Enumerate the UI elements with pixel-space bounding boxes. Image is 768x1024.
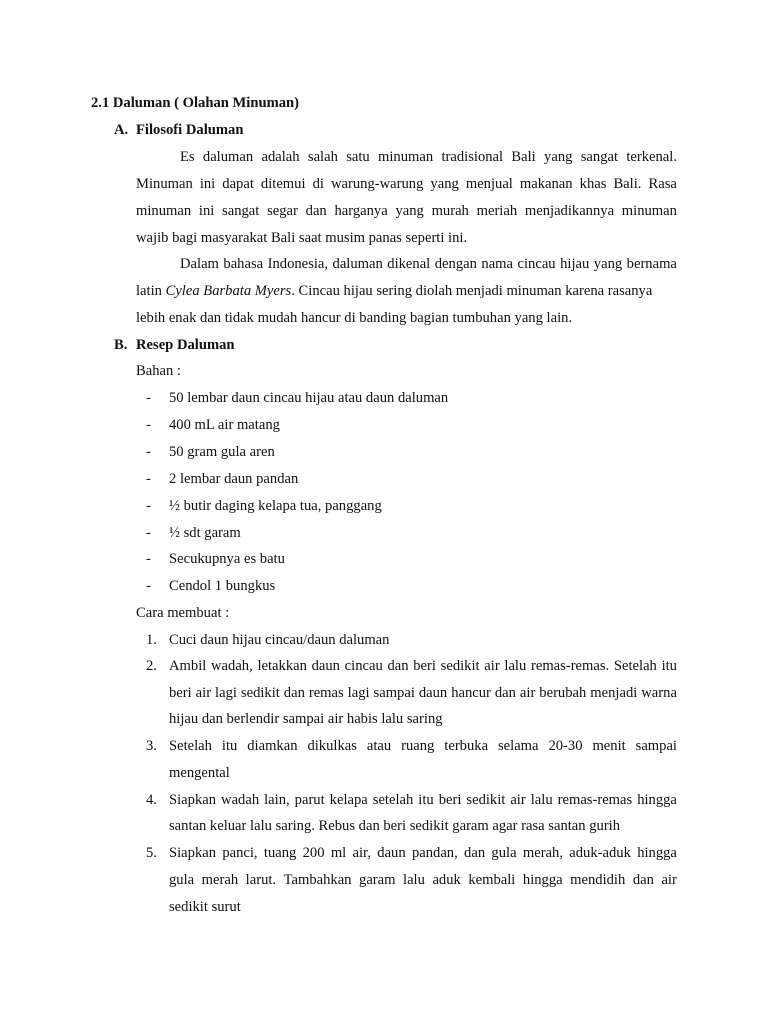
word: daun xyxy=(418,685,448,701)
word: lain, xyxy=(264,792,290,808)
word: menjual xyxy=(465,176,513,192)
bahan-item: Cendol 1 bungkus xyxy=(169,578,276,594)
word: hingga xyxy=(637,792,677,808)
word: hingga xyxy=(522,872,563,888)
para2-latin-suffix: . Cincau hijau sering diolah menjadi minuman karena rasanya xyxy=(291,283,653,299)
bahan-item: Secukupnya es batu xyxy=(169,551,285,567)
word: dengan xyxy=(434,256,477,272)
bahan-label: Bahan : xyxy=(136,363,181,379)
word: dan xyxy=(305,203,327,219)
subheading-a-marker: A. xyxy=(114,122,129,138)
word: sampai xyxy=(635,738,677,754)
para2-line-2 xyxy=(136,282,677,300)
step-line xyxy=(169,657,677,675)
word: itu xyxy=(221,738,238,754)
word: warung-warung xyxy=(330,176,424,192)
step-line: sedikit surut xyxy=(169,899,241,915)
word: gula xyxy=(169,872,195,888)
word: beri xyxy=(169,685,192,701)
word: menjadikannya xyxy=(524,203,615,219)
word: sedikit xyxy=(440,658,480,674)
word: bahasa xyxy=(223,256,264,272)
word: daun xyxy=(377,845,406,861)
word: terkenal. xyxy=(626,149,677,165)
word: hijau xyxy=(560,256,590,272)
word: yang xyxy=(395,203,424,219)
word: salah xyxy=(307,149,338,165)
word: dan xyxy=(387,658,409,674)
word: yang xyxy=(593,256,623,272)
step-number: 4. xyxy=(146,792,157,808)
word: merah, xyxy=(522,845,563,861)
word: dapat xyxy=(222,176,254,192)
para2-line-3: lebih enak dan tidak mudah hancur di banding bagian tumbuhan yang lain. xyxy=(136,310,573,326)
word: berubah xyxy=(539,685,587,701)
para2-line-1 xyxy=(180,255,677,273)
word: daun xyxy=(311,658,340,674)
word: remas-remas xyxy=(557,792,633,808)
word: ruang xyxy=(401,738,435,754)
word: murah xyxy=(431,203,469,219)
word: lalu xyxy=(530,792,553,808)
word: sangat xyxy=(580,149,619,165)
section-title: 2.1 Daluman ( Olahan Minuman) xyxy=(91,95,299,111)
word: Setelah xyxy=(613,658,657,674)
word: Dalam xyxy=(180,256,219,272)
word: ml xyxy=(330,845,347,861)
word: daluman xyxy=(332,256,383,272)
word: yang xyxy=(430,176,459,192)
word: kembali xyxy=(468,872,516,888)
subheading-b-marker: B. xyxy=(114,337,128,353)
word: Siapkan xyxy=(169,792,217,808)
word: lalu xyxy=(403,872,425,888)
word: beri xyxy=(413,658,436,674)
word: gula xyxy=(491,845,517,861)
word: pandan, xyxy=(411,845,458,861)
word: aduk xyxy=(432,872,461,888)
step-line xyxy=(169,871,677,889)
word: warna xyxy=(641,685,677,701)
word: Indonesia, xyxy=(267,256,329,272)
word: mendidih xyxy=(570,872,626,888)
word: di xyxy=(312,176,324,192)
word: adalah xyxy=(261,149,300,165)
bahan-item: ½ sdt garam xyxy=(169,525,241,541)
word: atau xyxy=(366,738,392,754)
para1-line-3 xyxy=(136,202,677,220)
word: cincau xyxy=(517,256,556,272)
word: Setelah xyxy=(169,738,212,754)
bahan-item: 50 lembar daun cincau hijau atau daun daluman xyxy=(169,390,449,406)
word: harganya xyxy=(334,203,388,219)
word: selama xyxy=(497,738,539,754)
word: bernama xyxy=(626,256,677,272)
word: lalu xyxy=(504,658,527,674)
bahan-bullet: - xyxy=(146,417,151,433)
word: menit xyxy=(592,738,626,754)
word: aduk-aduk xyxy=(569,845,631,861)
bahan-bullet: - xyxy=(146,551,151,567)
step-number: 5. xyxy=(146,845,157,861)
word: terbuka xyxy=(444,738,489,754)
word: dikenal xyxy=(387,256,431,272)
word: air xyxy=(519,685,536,701)
word: air xyxy=(195,685,212,701)
word: segar xyxy=(267,203,298,219)
word: dan xyxy=(494,685,516,701)
step-number: 2. xyxy=(146,658,157,674)
word: sampai xyxy=(373,685,415,701)
word: remas-remas. xyxy=(530,658,610,674)
bahan-bullet: - xyxy=(146,578,151,594)
para1-line-2 xyxy=(136,175,677,193)
word: remas xyxy=(308,685,344,701)
word: Rasa xyxy=(648,176,677,192)
word: garam xyxy=(359,872,396,888)
subheading-b-title: Resep Daluman xyxy=(136,337,235,353)
word: cincau xyxy=(344,658,383,674)
word: wadah, xyxy=(211,658,253,674)
word: air xyxy=(661,872,677,888)
word: air xyxy=(510,792,526,808)
word: yang xyxy=(544,149,573,165)
word: setelah xyxy=(372,792,414,808)
word: khas xyxy=(579,176,607,192)
bahan-item: ½ butir daging kelapa tua, panggang xyxy=(169,498,382,514)
word: itu xyxy=(661,658,677,674)
word: sedikit xyxy=(466,792,506,808)
word: larut. xyxy=(245,872,277,888)
word: minuman xyxy=(378,149,434,165)
step-line: santan keluar lalu saring. Rebus dan beri sedikit garam agar rasa santan gurih xyxy=(169,818,621,834)
bahan-bullet: - xyxy=(146,498,151,514)
para1-line-4: wajib bagi masyarakat Bali saat musim panas seperti ini. xyxy=(136,230,468,246)
word: parut xyxy=(294,792,325,808)
word: panci, xyxy=(222,845,258,861)
step-number: 1. xyxy=(146,632,157,648)
word: hingga xyxy=(637,845,677,861)
word: Minuman xyxy=(136,176,193,192)
cara-label: Cara membuat : xyxy=(136,605,230,621)
word: Es xyxy=(180,149,195,165)
word: letakkan xyxy=(257,658,307,674)
word: daluman xyxy=(202,149,254,165)
para2-latin-name: Cylea Barbata Myers xyxy=(165,283,292,299)
word: ini xyxy=(199,176,216,192)
word: tradisional xyxy=(441,149,504,165)
step-line xyxy=(169,684,677,702)
word: wadah xyxy=(221,792,260,808)
word: air xyxy=(484,658,500,674)
word: sedikit xyxy=(240,685,280,701)
step-line xyxy=(169,737,677,755)
word: ditemui xyxy=(260,176,306,192)
word: sangat xyxy=(222,203,260,219)
step-number: 3. xyxy=(146,738,157,754)
word: merah xyxy=(201,872,239,888)
word: dan xyxy=(283,685,305,701)
bahan-bullet: - xyxy=(146,390,151,406)
bahan-item: 400 mL air matang xyxy=(169,417,280,433)
bahan-bullet: - xyxy=(146,471,151,487)
word: kelapa xyxy=(329,792,368,808)
word: dikulkas xyxy=(307,738,357,754)
bahan-bullet: - xyxy=(146,444,151,460)
word: minuman xyxy=(621,203,677,219)
word: Tambahkan xyxy=(283,872,352,888)
para1-line-1 xyxy=(180,148,677,166)
word: lagi xyxy=(347,685,370,701)
bahan-item: 50 gram gula aren xyxy=(169,444,275,460)
para2-latin-prefix: latin xyxy=(136,283,166,299)
word: beri xyxy=(438,792,462,808)
word: Ambil xyxy=(169,658,207,674)
word: 20-30 xyxy=(548,738,583,754)
word: tuang xyxy=(263,845,297,861)
step-line: mengental xyxy=(169,765,230,781)
subheading-a-title: Filosofi Daluman xyxy=(136,122,244,138)
word: air, xyxy=(352,845,371,861)
word: meriah xyxy=(476,203,518,219)
word: Bali. xyxy=(613,176,642,192)
step-line: Cuci daun hijau cincau/daun daluman xyxy=(169,632,390,648)
word: Bali xyxy=(511,149,536,165)
word: lagi xyxy=(215,685,237,701)
word: dan xyxy=(632,872,654,888)
word: makanan xyxy=(519,176,573,192)
word: menjadi xyxy=(590,685,638,701)
word: dan xyxy=(464,845,486,861)
word: Siapkan xyxy=(169,845,217,861)
word: 200 xyxy=(302,845,325,861)
step-line: hijau dan berlendir sampai air habis lalu saring xyxy=(169,711,443,727)
word: minuman xyxy=(136,203,192,219)
word: ini xyxy=(198,203,215,219)
word: hancur xyxy=(451,685,491,701)
word: satu xyxy=(346,149,370,165)
word: nama xyxy=(481,256,514,272)
step-line xyxy=(169,844,677,862)
step-line xyxy=(169,791,677,809)
word: diamkan xyxy=(247,738,298,754)
word: itu xyxy=(418,792,434,808)
bahan-item: 2 lembar daun pandan xyxy=(169,471,299,487)
bahan-bullet: - xyxy=(146,525,151,541)
